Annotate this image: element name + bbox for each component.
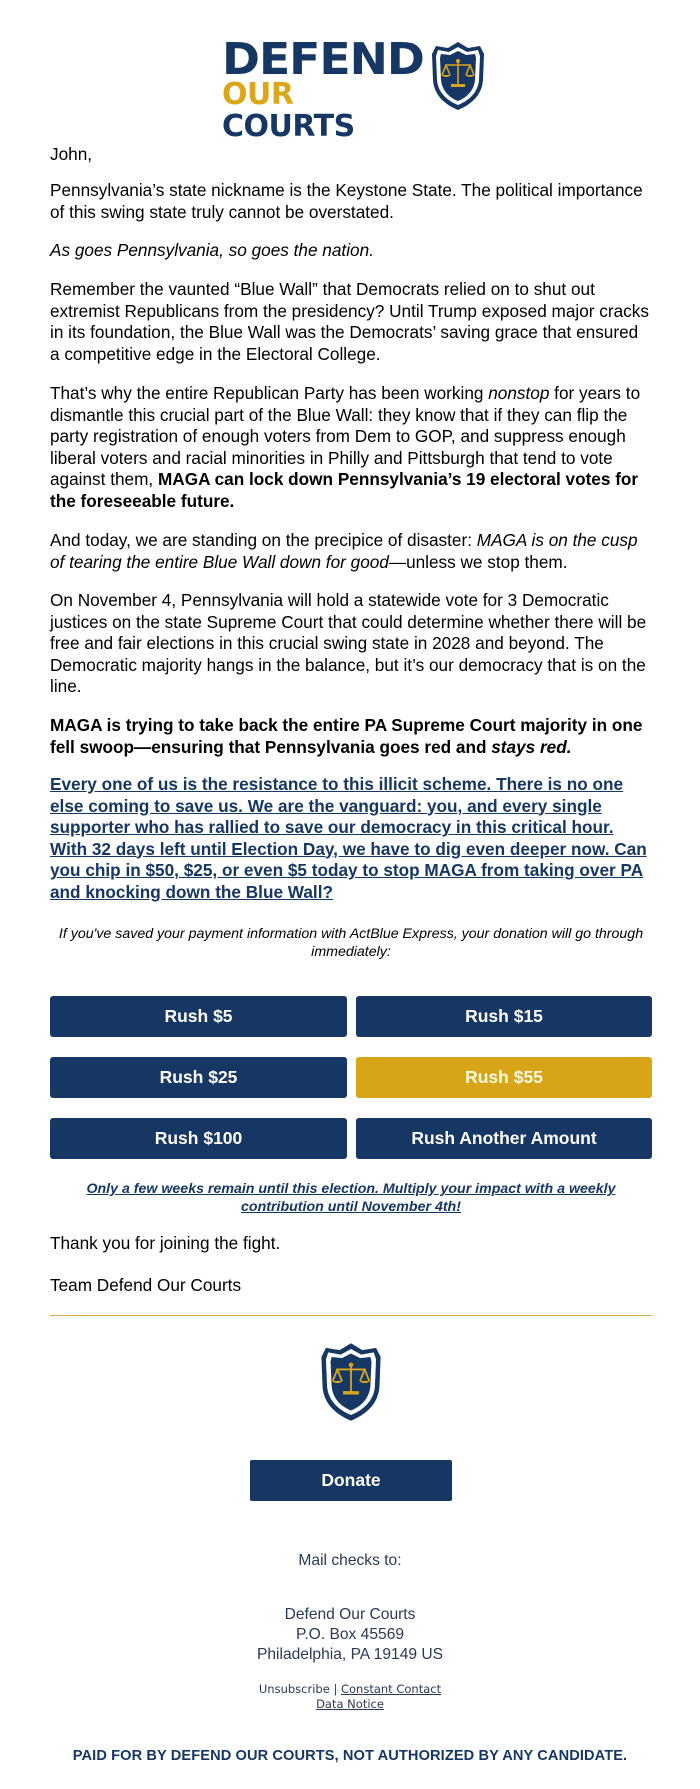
- actblue-express-note: If you've saved your payment information with ActBlue Express, your donation will go through immediately:: [58, 926, 644, 960]
- rush-25-button[interactable]: Rush $25: [50, 1057, 347, 1098]
- mailing-address: [0, 1605, 700, 1665]
- data-notice-link[interactable]: Data Notice: [316, 1696, 384, 1711]
- signature: Team Defend Our Courts: [50, 1275, 242, 1295]
- logo-our-courts: [222, 79, 422, 143]
- address-name: Defend Our Courts: [284, 1606, 416, 1623]
- logo[interactable]: [222, 34, 424, 144]
- scales-of-justice-shield-icon: [316, 1341, 386, 1423]
- rush-15-button[interactable]: Rush $15: [356, 996, 652, 1037]
- donate-appeal-link[interactable]: Every one of us is the resistance to this illicit scheme. There is no one else coming to save us. We are the vanguard: you, and every single supporter who has rallied to save our democracy in this critical hour. With 32 days left until Election Day, we have to dig even deeper now. Can you chip in $50, $25, or even $5 today to stop MAGA from taking over PA and knocking down the Blue Wall?: [50, 774, 647, 902]
- logo-our: OUR: [222, 77, 294, 112]
- header: [0, 0, 700, 144]
- address-box: P.O. Box 45569: [295, 1626, 405, 1643]
- unsubscribe-link[interactable]: Unsubscribe: [258, 1682, 330, 1696]
- rush-5-button[interactable]: Rush $5: [50, 996, 347, 1037]
- scales-of-justice-shield-icon: [428, 40, 488, 112]
- link-separator: |: [333, 1682, 338, 1696]
- mail-checks-label: Mail checks to:: [298, 1552, 402, 1569]
- greeting: John,: [50, 144, 93, 164]
- paragraph-keystone: Pennsylvania’s state nickname is the Keystone State. The political importance of this swing state truly cannot be overstated.: [50, 180, 643, 222]
- paragraph-republican-party: That’s why the entire Republican Party has been working nonstop for years to dismantle this crucial part of the Blue Wall: they know that if they can flip the party registration of enough voters from Dem to GOP, and suppress enough liberal voters and racial minorities in Philly and Pittsburgh that tend to vote against them, MAGA can lock down Pennsylvania’s 19 electoral votes for the foreseeable future.: [50, 383, 641, 511]
- logo-defend: DEFEND: [222, 34, 424, 85]
- paragraph-precipice: And today, we are standing on the precipice of disaster: MAGA is on the cusp of tearing the entire Blue Wall down for good—unless we stop them.: [50, 530, 638, 572]
- rush-100-button[interactable]: Rush $100: [50, 1118, 347, 1159]
- footer-links: [0, 1682, 700, 1711]
- donate-button[interactable]: Donate: [250, 1460, 452, 1501]
- paragraph-november-vote: On November 4, Pennsylvania will hold a statewide vote for 3 Democratic justices on the state Supreme Court that could determine whether there will be free and fair elections in this crucial swing state in 2028 and beyond. The Democratic majority hangs in the balance, but it’s our democracy that is on the line.: [50, 590, 647, 696]
- address-city: Philadelphia, PA 19149 US: [256, 1646, 444, 1663]
- rush-another-amount-button[interactable]: Rush Another Amount: [356, 1118, 652, 1159]
- divider: [50, 1315, 652, 1316]
- weekly-contribution-link[interactable]: Only a few weeks remain until this election. Multiply your impact with a weekly contribution until November 4th!: [86, 1181, 616, 1215]
- paragraph-maga-majority: MAGA is trying to take back the entire PA Supreme Court majority in one fell swoop—ensuring that Pennsylvania goes red and stays red.: [50, 715, 643, 757]
- thank-you-text: Thank you for joining the fight.: [50, 1233, 281, 1253]
- rush-55-button[interactable]: Rush $55: [356, 1057, 652, 1098]
- paragraph-nation: As goes Pennsylvania, so goes the nation.: [50, 240, 374, 260]
- paragraph-blue-wall: Remember the vaunted “Blue Wall” that Democrats relied on to shut out extremist Republicans from the presidency? Until Trump exposed major cracks in its foundation, the Blue Wall was the Democrats’ saving grace that ensured a competitive edge in the Electoral College.: [50, 279, 649, 364]
- paid-for-disclaimer: PAID FOR BY DEFEND OUR COURTS, NOT AUTHORIZED BY ANY CANDIDATE.: [72, 1748, 628, 1764]
- logo-courts: COURTS: [222, 109, 355, 144]
- constant-contact-link[interactable]: Constant Contact: [340, 1682, 442, 1696]
